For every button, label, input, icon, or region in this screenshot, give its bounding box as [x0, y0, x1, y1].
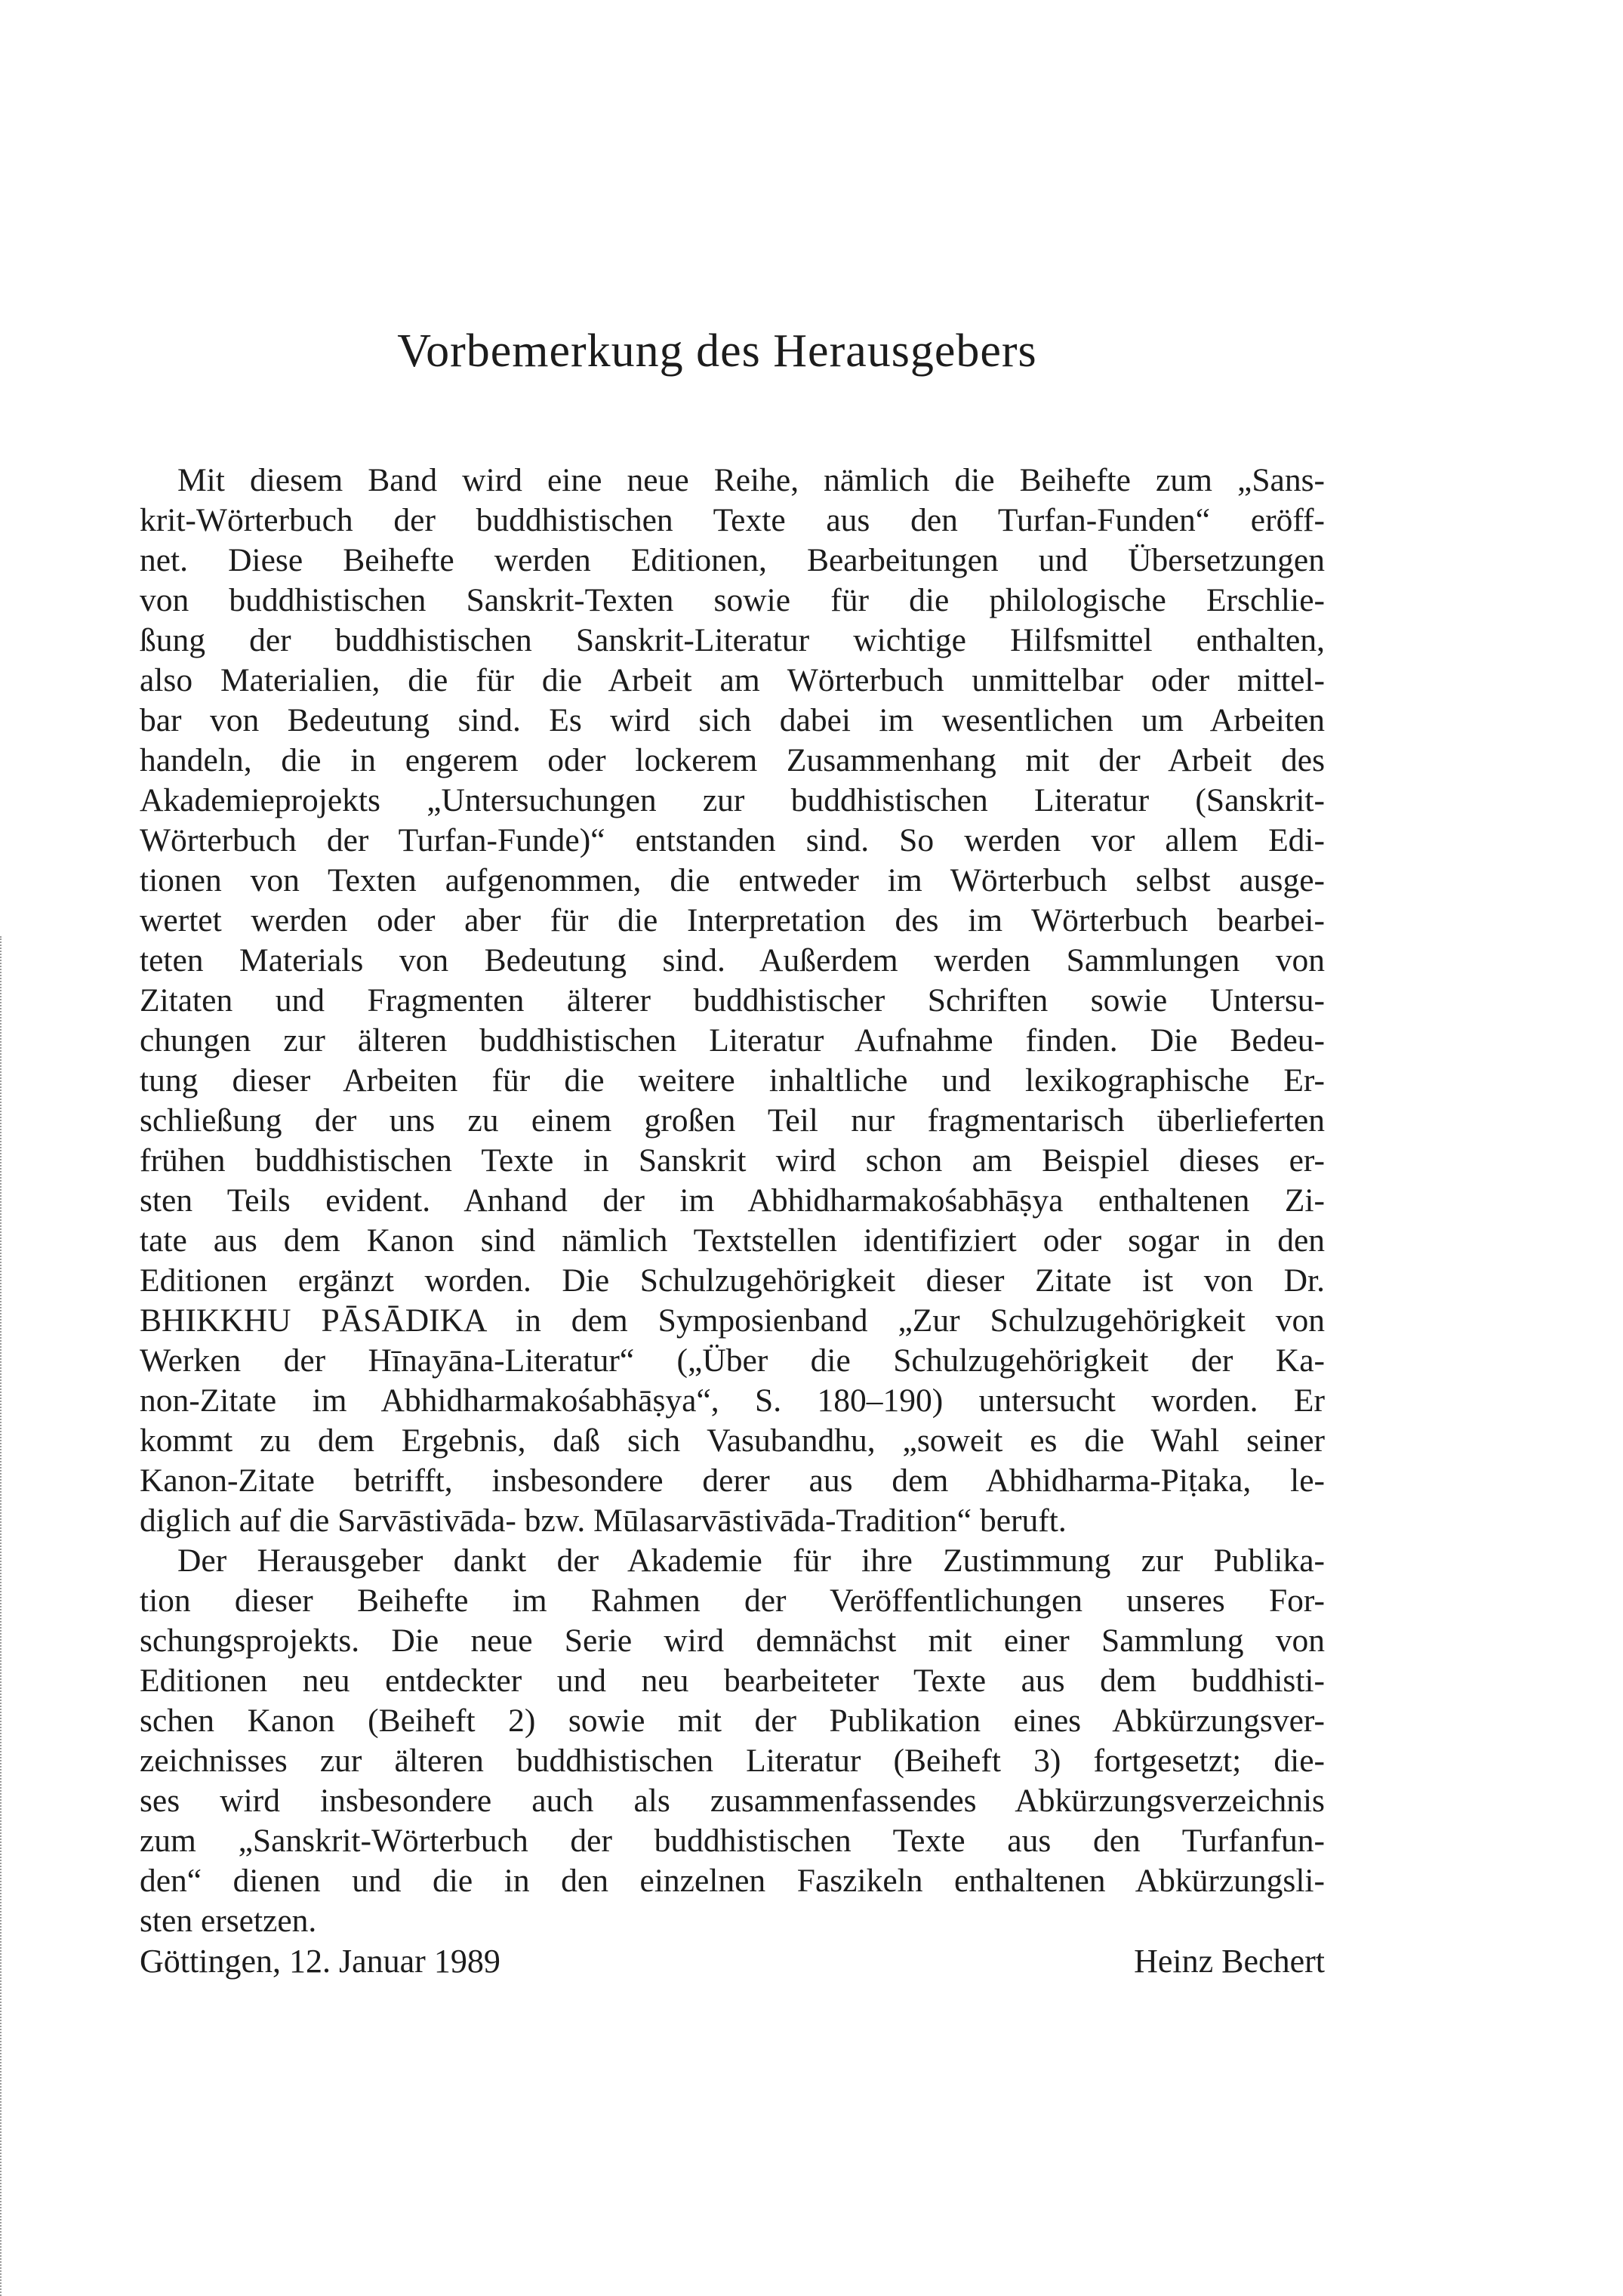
text-line: Zitaten und Fragmenten älterer buddhistischer Schriften sowie Untersu-	[140, 982, 1325, 1019]
text-line: kommt zu dem Ergebnis, daß sich Vasubandhu, „soweit es die Wahl seiner	[140, 1422, 1325, 1459]
place-date: Göttingen, 12. Januar 1989	[140, 1943, 500, 1980]
closing-line	[140, 1942, 1325, 1987]
body-text	[140, 461, 1325, 1941]
text-line: Editionen ergänzt worden. Die Schulzugehörigkeit dieser Zitate ist von Dr.	[140, 1262, 1325, 1299]
text-line: net. Diese Beihefte werden Editionen, Bearbeitungen und Übersetzungen	[140, 542, 1325, 578]
text-line: tionen von Texten aufgenommen, die entweder im Wörterbuch selbst ausge-	[140, 862, 1325, 898]
text-line: bar von Bedeutung sind. Es wird sich dabei im wesentlichen um Arbeiten	[140, 702, 1325, 738]
text-line: schen Kanon (Beiheft 2) sowie mit der Publikation eines Abkürzungsver-	[140, 1703, 1325, 1739]
signature: Heinz Bechert	[1134, 1943, 1325, 1980]
text-line: tung dieser Arbeiten für die weitere inhaltliche und lexikographische Er-	[140, 1062, 1325, 1099]
text-line: den“ dienen und die in den einzelnen Faszikeln enthaltenen Abkürzungsli-	[140, 1863, 1325, 1899]
text-line: von buddhistischen Sanskrit-Texten sowie für die philologische Erschlie-	[140, 582, 1325, 618]
paragraph-1	[140, 461, 1325, 1541]
text-line: tate aus dem Kanon sind nämlich Textstellen identifiziert oder sogar in den	[140, 1222, 1325, 1259]
text-line: Akademieprojekts „Untersuchungen zur buddhistischen Literatur (Sanskrit-	[140, 782, 1325, 818]
text-line: tion dieser Beihefte im Rahmen der Veröffentlichungen unseres For-	[140, 1583, 1325, 1619]
text-line: sten Teils evident. Anhand der im Abhidharmakośabhāṣya enthaltenen Zi-	[140, 1182, 1325, 1219]
text-line: handeln, die in engerem oder lockerem Zusammenhang mit der Arbeit des	[140, 742, 1325, 778]
text-line: diglich auf die Sarvāstivāda- bzw. Mūlasarvāstivāda-Tradition“ beruft.	[140, 1502, 1067, 1539]
text-line: wertet werden oder aber für die Interpretation des im Wörterbuch bearbei-	[140, 902, 1325, 938]
text-line: ses wird insbesondere auch als zusammenfassendes Abkürzungsverzeichnis	[140, 1783, 1325, 1819]
text-line: BHIKKHU PĀSĀDIKA in dem Symposienband „Zur Schulzugehörigkeit von	[140, 1302, 1325, 1339]
text-line: zeichnisses zur älteren buddhistischen Literatur (Beiheft 3) fortgesetzt; die-	[140, 1743, 1325, 1779]
text-line: Wörterbuch der Turfan-Funde)“ entstanden sind. So werden vor allem Edi-	[140, 822, 1325, 858]
text-line: non-Zitate im Abhidharmakośabhāṣya“, S. 180–190) untersucht worden. Er	[140, 1382, 1325, 1419]
text-line: ßung der buddhistischen Sanskrit-Literatur wichtige Hilfsmittel enthalten,	[140, 622, 1325, 658]
page-title: Vorbemerkung des Herausgebers	[397, 325, 1037, 377]
text-line: sten ersetzen.	[140, 1903, 317, 1939]
text-line: Kanon-Zitate betrifft, insbesondere derer aus dem Abhidharma-Piṭaka, le-	[140, 1462, 1325, 1499]
text-line: schließung der uns zu einem großen Teil nur fragmentarisch überlieferten	[140, 1102, 1325, 1139]
paragraph-2	[140, 1541, 1325, 1941]
text-line: zum „Sanskrit-Wörterbuch der buddhistischen Texte aus den Turfanfun-	[140, 1823, 1325, 1859]
text-line: teten Materials von Bedeutung sind. Außerdem werden Sammlungen von	[140, 942, 1325, 978]
text-line: frühen buddhistischen Texte in Sanskrit wird schon am Beispiel dieses er-	[140, 1142, 1325, 1179]
text-line: chungen zur älteren buddhistischen Literatur Aufnahme finden. Die Bedeu-	[140, 1022, 1325, 1059]
text-line: also Materialien, die für die Arbeit am Wörterbuch unmittelbar oder mittel-	[140, 662, 1325, 698]
binding-edge-shadow	[0, 936, 5, 2296]
text-line: Editionen neu entdeckter und neu bearbeiteter Texte aus dem buddhisti-	[140, 1663, 1325, 1699]
text-line: schungsprojekts. Die neue Serie wird demnächst mit einer Sammlung von	[140, 1623, 1325, 1659]
text-line: Mit diesem Band wird eine neue Reihe, nämlich die Beihefte zum „Sans-	[177, 462, 1325, 498]
text-line: krit-Wörterbuch der buddhistischen Texte aus den Turfan-Funden“ eröff-	[140, 502, 1325, 538]
text-line: Der Herausgeber dankt der Akademie für ihre Zustimmung zur Publika-	[177, 1542, 1325, 1579]
text-line: Werken der Hīnayāna-Literatur“ („Über die Schulzugehörigkeit der Ka-	[140, 1342, 1325, 1379]
